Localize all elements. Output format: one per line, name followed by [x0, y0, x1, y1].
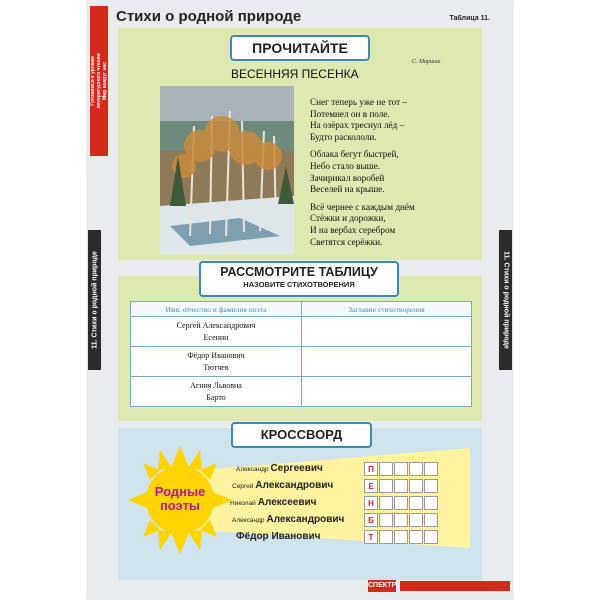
crossword-heading: КРОССВОРД — [231, 422, 372, 448]
series-tab-text: Готовимся к урокам литературного чтения Мир вокруг нас — [90, 53, 108, 109]
table-heading: РАССМОТРИТЕ ТАБЛИЦУ НАЗОВИТЕ СТИХОТВОРЕНИЯ — [199, 261, 399, 297]
crossword-cells — [364, 530, 439, 544]
side-label-right: 11. Стихи о родной природе — [499, 230, 512, 370]
crossword-cells — [364, 479, 439, 493]
stanza: Всё чернее с каждым днём Стёжки и дорожки, И на вербах серебром Светятся серёжки. — [310, 201, 415, 247]
song-title: ВЕСЕННЯЯ ПЕСЕНКА — [231, 67, 359, 81]
footer-bar — [400, 581, 510, 591]
crossword-cell[interactable] — [379, 496, 393, 510]
crossword-letter-cell[interactable]: Н — [364, 496, 378, 510]
table-number: Таблица 11. — [449, 15, 490, 22]
crossword-cell[interactable] — [379, 462, 393, 476]
crossword-cell[interactable] — [379, 479, 393, 493]
crossword-letter-cell[interactable]: Б — [364, 513, 378, 527]
crossword-cell[interactable] — [424, 496, 438, 510]
crossword-cell[interactable] — [424, 513, 438, 527]
table-row: Сергей Александрович Есенин — [131, 317, 472, 347]
crossword-strip — [236, 462, 323, 476]
crossword-cells — [364, 513, 439, 527]
crossword-cell[interactable] — [379, 513, 393, 527]
crossword-cell[interactable] — [409, 513, 423, 527]
crossword-cell[interactable] — [424, 462, 438, 476]
crossword-strip — [236, 530, 320, 544]
strip-prefix: Александр — [232, 517, 265, 524]
read-heading: ПРОЧИТАЙТЕ — [230, 35, 370, 61]
crossword-cell[interactable] — [424, 479, 438, 493]
sun-label: Родные поэты — [154, 484, 206, 513]
crossword-strip — [232, 479, 333, 493]
table-row: Агния Львовна Барто — [131, 377, 472, 407]
crossword-letter-cell[interactable]: Т — [364, 530, 378, 544]
table-row: Фёдор Иванович Тютчев — [131, 347, 472, 377]
crossword-cell[interactable] — [394, 530, 408, 544]
stanza: Облака бегут быстрей, Небо стало выше. Зачирикал воробей Веселей на крыше. — [310, 149, 399, 195]
crossword-cell[interactable] — [424, 530, 438, 544]
crossword-cell[interactable] — [379, 530, 393, 544]
strip-text: Александрович — [255, 480, 334, 491]
crossword-cell[interactable] — [394, 479, 408, 493]
poem-author: С. Маршак — [412, 59, 441, 65]
crossword-cells — [364, 496, 439, 510]
crossword-cell[interactable] — [394, 462, 408, 476]
crossword-cell[interactable] — [394, 496, 408, 510]
strip-prefix: Александр — [236, 466, 269, 473]
strip-prefix: Николай — [230, 500, 256, 507]
crossword-cell[interactable] — [409, 479, 423, 493]
crossword-cell[interactable] — [409, 462, 423, 476]
column-header: Имя, отчество и фамилия поэта — [131, 302, 302, 317]
column-header: Заглавие стихотворения — [302, 302, 472, 317]
stanza: Снег теперь уже не тот – Потемнел он в поле. На озёрах треснул лёд – Будто раскололи. — [310, 97, 407, 142]
crossword-cell[interactable] — [394, 513, 408, 527]
crossword-cells — [364, 462, 439, 476]
crossword-cell[interactable] — [409, 496, 423, 510]
strip-prefix: Сергей — [232, 483, 254, 490]
crossword-letter-cell[interactable]: Е — [364, 479, 378, 493]
page-title: Стихи о родной природе — [116, 8, 302, 25]
crossword-cell[interactable] — [409, 530, 423, 544]
crossword-strip — [232, 513, 344, 527]
strip-text: Сергеевич — [270, 463, 323, 474]
strip-text: Фёдор Иванович — [236, 531, 321, 542]
crossword-strip — [230, 496, 316, 510]
strip-text: Алексеевич — [257, 497, 317, 508]
strip-text: Александрович — [266, 514, 345, 525]
side-label-left: 11. Стихи о родной природе — [88, 230, 101, 370]
crossword-letter-cell[interactable]: П — [364, 462, 378, 476]
table-subheading: НАЗОВИТЕ СТИХОТВОРЕНИЯ — [243, 280, 355, 289]
publisher-logo: СПЕКТР — [368, 580, 396, 592]
